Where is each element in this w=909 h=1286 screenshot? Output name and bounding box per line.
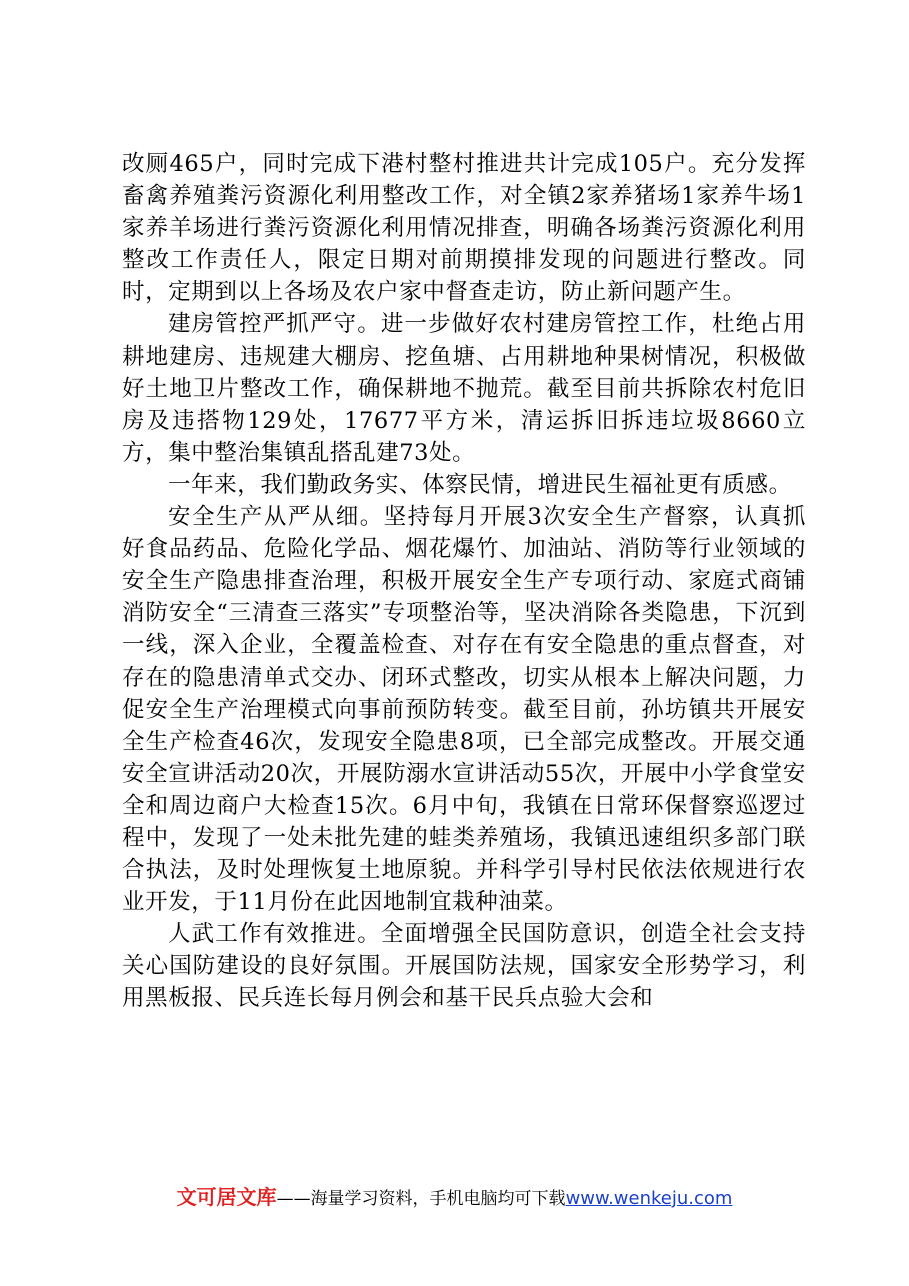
footer-banner [0, 1181, 909, 1210]
footer-brand: 文可居文库 [176, 1185, 277, 1209]
paragraph-year-summary: 一年来，我们勤政务实、体察民情，增进民生福祉更有质感。 [168, 471, 792, 498]
paragraph-safety-production: 安全生产从严从细。坚持每月开展3次安全生产督察，认真抓好食品药品、危险化学品、烟花爆竹、加油站、消防等行业领域的安全生产隐患排查治理，积极开展安全生产专项行动、家庭式商铺消防安全“三清查三落实”专项整治等，坚决消除各类隐患，下沉到一线，深入企业，全覆盖检查、对存在有安全隐患的重点督查，对存在的隐患清单式交办、闭环式整改，切实从根本上解决问题，力促安全生产治理模式向事前预防转变。截至目前，孙坊镇共开展安全生产检查46次，发现安全隐患8项，已全部完成整改。开展交通安全宣讲活动20次，开展防溺水宣讲活动55次，开展中小学食堂安全和周边商户大检查15次。6月中旬，我镇在日常环保督察巡逻过程中，发现了一处未批先建的蛙类养殖场，我镇迅速组织多部门联合执法，及时处理恢复土地原貌。并科学引导村民依法依规进行农业开发，于11月份在此因地制宜栽种油菜。 [122, 504, 806, 916]
footer-slogan: ——海量学习资料，手机电脑均可下载 [276, 1189, 566, 1209]
paragraph-continued: 改厕465户，同时完成下港村整村推进共计完成105户。充分发挥畜禽养殖粪污资源化利用整改工作，对全镇2家养猪场1家养牛场1家养羊场进行粪污资源化利用情况排查，明确各场粪污资源化利用整改工作责任人，限定日期对前期摸排发现的问题进行整改。同时，定期到以上各场及农户家中督查走访，防止新问题产生。 [122, 151, 806, 306]
document-body [122, 148, 806, 1015]
paragraph-militia-work: 人武工作有效推进。全面增强全民国防意识，创造全社会支持关心国防建设的良好氛围。开展国防法规，国家安全形势学习，利用黑板报、民兵连长每月例会和基干民兵点验大会和 [122, 921, 806, 1012]
footer-url-link[interactable]: www.wenkeju.com [565, 1188, 733, 1209]
paragraph-housing-control: 建房管控严抓严守。进一步做好农村建房管控工作，杜绝占用耕地建房、违规建大棚房、挖鱼塘、占用耕地种果树情况，积极做好土地卫片整改工作，确保耕地不抛荒。截至目前共拆除农村危旧房及违搭物129处，17677平方米，清运拆旧拆违垃圾8660立方，集中整治集镇乱搭乱建73处。 [122, 311, 806, 466]
